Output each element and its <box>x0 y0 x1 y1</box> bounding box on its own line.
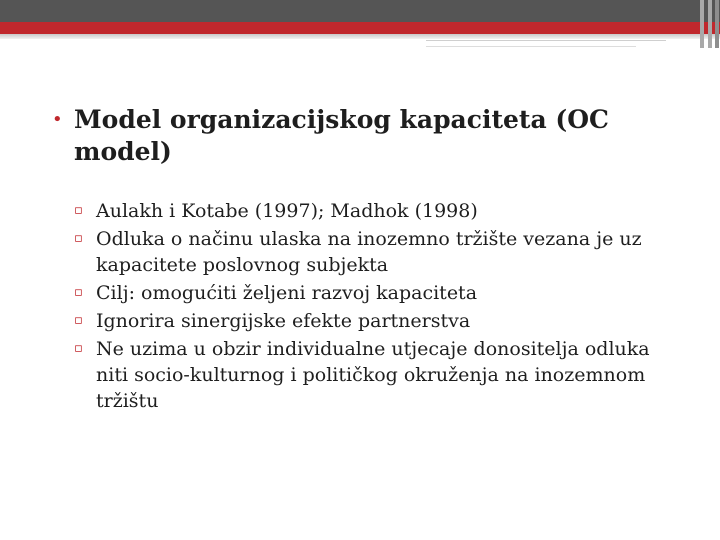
bullet-dot-icon: • <box>52 109 63 130</box>
main-bullet-text: Model organizacijskog kapaciteta (OC model) <box>74 105 609 166</box>
slide-content <box>52 104 672 416</box>
square-bullet-icon: ▫ <box>74 231 83 246</box>
sub-bullet-item <box>74 226 672 278</box>
header-band-dark <box>0 0 720 22</box>
sub-bullet-item <box>74 308 672 334</box>
sub-bullet-item <box>74 280 672 306</box>
header-band-shadow <box>0 34 720 39</box>
sub-bullet-item <box>74 336 672 414</box>
header-band-red <box>0 22 720 34</box>
square-bullet-icon: ▫ <box>74 341 83 356</box>
sub-bullet-text: Ignorira sinergijske efekte partnerstva <box>96 310 471 332</box>
header-rule-1 <box>426 40 666 41</box>
square-bullet-icon: ▫ <box>74 313 83 328</box>
square-bullet-icon: ▫ <box>74 285 83 300</box>
sub-bullet-text: Cilj: omogućiti željeni razvoj kapaciteta <box>96 282 478 304</box>
main-bullet-item <box>52 104 672 168</box>
corner-stripe-3 <box>715 0 719 48</box>
sub-bullet-text: Odluka o načinu ulaska na inozemno tržište vezana je uz kapacitete poslovnog subjekta <box>96 228 642 276</box>
corner-stripe-1 <box>700 0 704 48</box>
sub-bullet-text: Aulakh i Kotabe (1997); Madhok (1998) <box>96 200 478 222</box>
corner-stripe-2 <box>708 0 712 48</box>
sub-bullet-list <box>74 198 672 414</box>
square-bullet-icon: ▫ <box>74 203 83 218</box>
sub-bullet-text: Ne uzima u obzir individualne utjecaje donositelja odluka niti socio-kulturnog i političkog okruženja na inozemnom tržištu <box>96 338 650 412</box>
sub-bullet-item <box>74 198 672 224</box>
header-rule-2 <box>426 46 636 47</box>
